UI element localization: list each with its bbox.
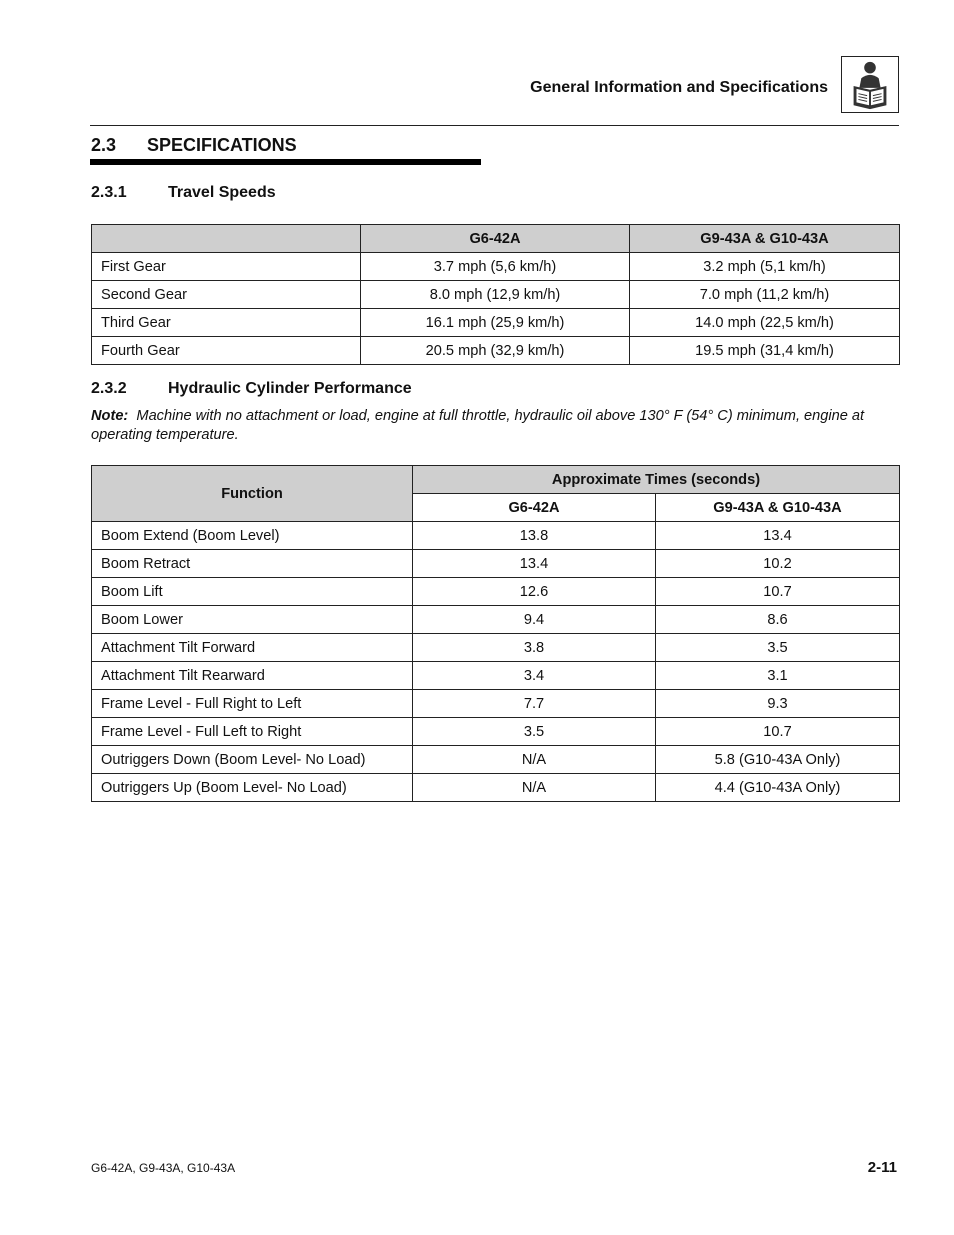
table-row	[92, 281, 900, 309]
table-cell: Boom Lower	[92, 606, 413, 634]
table-cell: 4.4 (G10-43A Only)	[656, 774, 900, 802]
table-cell: 12.6	[413, 578, 656, 606]
manual-reader-icon	[841, 56, 899, 113]
table-cell: 3.1	[656, 662, 900, 690]
table-cell: 19.5 mph (31,4 km/h)	[630, 337, 900, 365]
table-row	[92, 309, 900, 337]
table-cell: 7.0 mph (11,2 km/h)	[630, 281, 900, 309]
table-cell: 20.5 mph (32,9 km/h)	[361, 337, 630, 365]
page-number: 2-11	[867, 1159, 897, 1176]
table-cell: 8.0 mph (12,9 km/h)	[361, 281, 630, 309]
table-row	[92, 774, 900, 802]
table-cell: Frame Level - Full Left to Right	[92, 718, 413, 746]
table-row	[92, 578, 900, 606]
table-cell: 10.2	[656, 550, 900, 578]
table-cell: 10.7	[656, 718, 900, 746]
table-cell: 3.8	[413, 634, 656, 662]
table-row	[92, 662, 900, 690]
subsection-title: Hydraulic Cylinder Performance	[168, 380, 412, 397]
travel-speeds-heading	[91, 184, 276, 202]
note-text: Machine with no attachment or load, engine at full throttle, hydraulic oil above 130° F (54° C) minimum, engine at operating temperature.	[91, 408, 865, 443]
table-cell: 3.2 mph (5,1 km/h)	[630, 253, 900, 281]
table-cell: 13.4	[413, 550, 656, 578]
table-cell: 10.7	[656, 578, 900, 606]
table-cell: Attachment Tilt Forward	[92, 634, 413, 662]
table-row	[92, 253, 900, 281]
section-number: 2.3	[91, 135, 117, 155]
section-underline	[90, 159, 481, 165]
note-paragraph	[91, 407, 903, 445]
table-cell: 16.1 mph (25,9 km/h)	[361, 309, 630, 337]
table-cell: 3.5	[656, 634, 900, 662]
section-heading	[91, 135, 297, 156]
table-cell: 5.8 (G10-43A Only)	[656, 746, 900, 774]
table-row	[92, 522, 900, 550]
table-cell: N/A	[413, 774, 656, 802]
table-cell: 3.4	[413, 662, 656, 690]
subsection-title: Travel Speeds	[168, 184, 276, 201]
table-cell: Outriggers Down (Boom Level- No Load)	[92, 746, 413, 774]
table-cell: 9.3	[656, 690, 900, 718]
table-cell: 3.7 mph (5,6 km/h)	[361, 253, 630, 281]
table-cell: 8.6	[656, 606, 900, 634]
table-cell: Attachment Tilt Rearward	[92, 662, 413, 690]
table-cell: First Gear	[92, 253, 361, 281]
table-row	[92, 606, 900, 634]
table-cell: Second Gear	[92, 281, 361, 309]
table-row	[92, 690, 900, 718]
table-cell: Boom Lift	[92, 578, 413, 606]
footer-models: G6-42A, G9-43A, G10-43A	[91, 1161, 236, 1175]
travel-speeds-table	[91, 224, 900, 365]
table-cell: Outriggers Up (Boom Level- No Load)	[92, 774, 413, 802]
table-cell: Boom Retract	[92, 550, 413, 578]
column-header: G9-43A & G10-43A	[630, 225, 900, 253]
table-cell: Third Gear	[92, 309, 361, 337]
table-cell: Boom Extend (Boom Level)	[92, 522, 413, 550]
note-label: Note:	[91, 408, 129, 424]
group-header: Approximate Times (seconds)	[413, 466, 900, 494]
subsection-number: 2.3.2	[91, 380, 127, 397]
page-header-title: General Information and Specifications	[530, 79, 828, 96]
table-cell: Fourth Gear	[92, 337, 361, 365]
table-row	[92, 550, 900, 578]
table-row	[92, 718, 900, 746]
column-header: G6-42A	[413, 494, 656, 522]
section-title: SPECIFICATIONS	[147, 135, 297, 155]
table-cell: N/A	[413, 746, 656, 774]
column-header: G9-43A & G10-43A	[656, 494, 900, 522]
table-header-row	[92, 466, 900, 494]
hydraulic-performance-table	[91, 465, 900, 802]
header-divider	[90, 125, 899, 126]
table-cell: 9.4	[413, 606, 656, 634]
table-header-row	[92, 225, 900, 253]
table-cell: 14.0 mph (22,5 km/h)	[630, 309, 900, 337]
table-row	[92, 337, 900, 365]
subsection-number: 2.3.1	[91, 184, 127, 201]
function-header: Function	[92, 466, 413, 522]
table-row	[92, 746, 900, 774]
table-cell: 13.8	[413, 522, 656, 550]
table-cell: 7.7	[413, 690, 656, 718]
table-cell: 13.4	[656, 522, 900, 550]
table-cell: 3.5	[413, 718, 656, 746]
hydraulic-performance-heading	[91, 380, 412, 398]
table-cell: Frame Level - Full Right to Left	[92, 690, 413, 718]
column-header: G6-42A	[361, 225, 630, 253]
column-header	[92, 225, 361, 253]
table-row	[92, 634, 900, 662]
